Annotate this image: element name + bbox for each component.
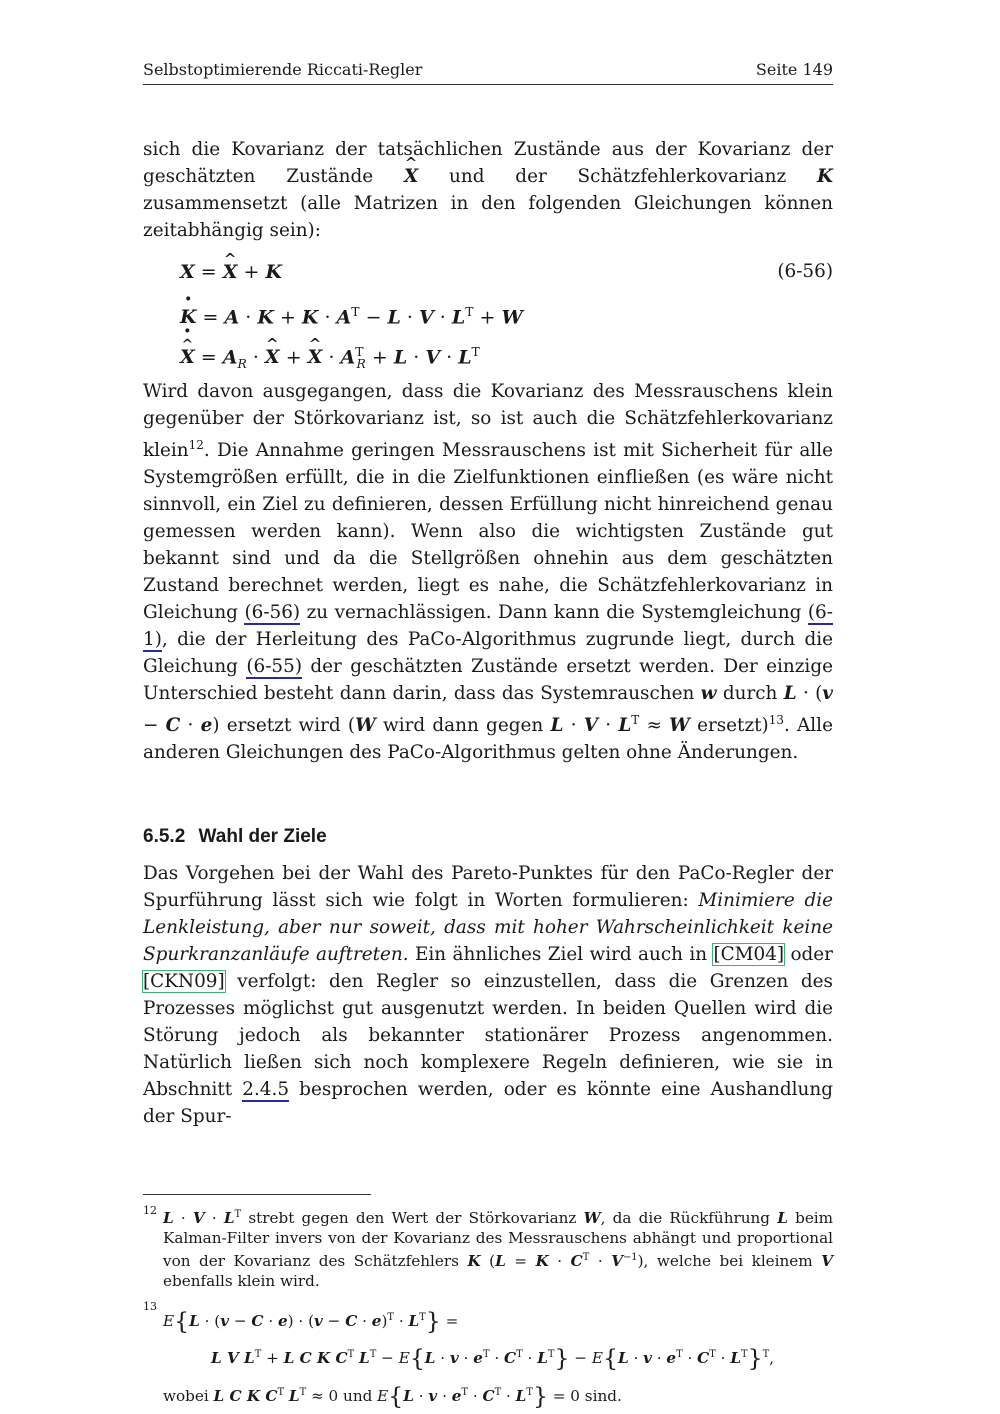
paragraph-1: sich die Kovarianz der tatsächlichen Zustände aus der Kovarianz der geschätzten Zustände ^ X und der Schätzfehlerkovarianz K zusammensetzt (alle Matrizen in den folgenden Gleichungen können zeitabhängig sein): <box>143 136 833 244</box>
equation-ref-6-56[interactable]: (6-56) <box>244 602 301 624</box>
footnote-rule <box>143 1194 371 1195</box>
equation-ref-6-1[interactable]: (6-1) <box>143 602 833 651</box>
running-title: Selbstoptimierende Riccati-Regler <box>143 60 423 79</box>
section-title: Wahl der Ziele <box>198 826 327 848</box>
paragraph-3: Das Vorgehen bei der Wahl des Pareto-Punktes für den PaCo-Regler der Spurführung lässt sich wie folgt in Worten formulieren: Minimiere die Lenkleistung, aber nur soweit, dass mit hoher Wahrscheinlichkeit keine Spurkranzanläufe auftreten. Ein ähnliches Ziel wird auch in [CM04] oder [CKN09] verfolgt: den Regler so einzustellen, dass die Grenzen des Prozesses möglichst gut ausgenutzt werden. In beiden Quellen wird die Störung jedoch als bekannter stationärer Prozess angenommen. Natürlich ließen sich noch komplexere Regeln definieren, wie sie in Abschnitt 2.4.5 besprochen werden, oder es könnte eine Aushandlung der Spur- <box>143 863 834 1128</box>
footnote-equation-line-3: wobei L C K $C^T$ $L^T \approx 0$ und $E\{L \cdot v \cdot e^T \cdot C^T \cdot L^T\} = 0$ sind. <box>163 1381 622 1410</box>
paragraph-2: Wird davon ausgegangen, dass die Kovarianz des Messrauschens klein gegenüber der Störkovarianz ist, so ist auch die Schätzfehlerkovarianz klein$^{12}$. Die Annahme geringen Messrauschens ist mit Sicherheit für alle Systemgrößen erfüllt, die in die Zielfunktionen einfließen (es wäre nicht sinnvoll, ein Ziel zu definieren, dessen Erfüllung nicht hinreichend genau gemessen werden kann). Wenn also die wichtigsten Zustände gut bekannt sind und da die Stellgrößen ohnehin aus dem geschätzten Zustand berechnet werden, liegt es nahe, die Schätzfehlerkovarianz in Gleichung (6-56) zu vernachlässigen. Dann kann die Systemgleichung (6-1), die der Herleitung des PaCo-Algorithmus zugrunde liegt, durch die Gleichung (6-55) der geschätzten Zustände ersetzt werden. Der einzige Unterschied besteht dann darin, dass das Systemrauschen w durch L · (v − C · e) ersetzt wird (W wird dann gegen $L \cdot V \cdot L^T \approx W$ ersetzt)$^{13}$. Alle anderen Gleichungen des PaCo-Algorithmus gelten ohne Änderungen. <box>143 381 833 764</box>
footnote-marker-13[interactable]: 13 <box>768 713 784 728</box>
footnote-mark: 12 <box>143 1204 157 1218</box>
equation-line-2: K · = $A \cdot K + K \cdot A^T - L \cdot V \cdot L^T + W$ <box>180 292 833 332</box>
equation-number: (6-56) <box>777 261 833 282</box>
section-heading <box>143 826 833 848</box>
equation-block <box>180 252 833 372</box>
page <box>143 60 833 1413</box>
footnote-13 <box>143 1301 833 1412</box>
citation-ckn09[interactable]: [CKN09] <box>143 971 225 993</box>
section-ref-2-4-5[interactable]: 2.4.5 <box>242 1079 290 1101</box>
equation-line-1: X = ^ X + K <box>180 252 833 292</box>
footnote-12: 12 $L \cdot V \cdot L^T$ strebt gegen den Wert der Störkovarianz W, da die Rückführung L beim Kalman-Filter invers von der Kovarianz des Messrauschens abhängt und proportional von der Kovarianz des Schätzfehlers K $(L = K \cdot C^T \cdot V^{-1})$, welche bei kleinem V ebenfalls klein wird. <box>143 1205 833 1291</box>
footnote-equation-line-1: $E\{L \cdot (v - C \cdot e) \cdot (v - C \cdot e)^T \cdot L^T\}$ = <box>163 1307 459 1336</box>
footnote-mark: 13 <box>143 1300 157 1314</box>
running-header <box>143 60 833 85</box>
section-number: 6.5.2 <box>143 826 186 848</box>
footnote-equation-line-2: L V $L^T + L$ C K $C^T$ $L^T - E\{L \cdot v \cdot e^T \cdot C^T \cdot L^T\} - E\{L \cdot v \cdot e^T \cdot C^T \cdot L^T\}^T$, <box>211 1344 775 1373</box>
citation-cm04[interactable]: [CM04] <box>713 944 785 966</box>
equation-ref-6-55[interactable]: (6-55) <box>246 656 303 678</box>
footnote-marker-12[interactable]: 12 <box>188 438 204 452</box>
page-number: Seite 149 <box>755 60 833 79</box>
equation-line-3: ^ X · = $A_R$ · ^ X + ^ $X \cdot A^T_R + L \cdot V \cdot L^T$ <box>180 332 833 372</box>
emphasized-goal: Minimiere die Lenkleistung, aber nur soweit, dass mit hoher Wahrscheinlichkeit keine Spurkranzanläufe auftreten. <box>143 890 834 966</box>
